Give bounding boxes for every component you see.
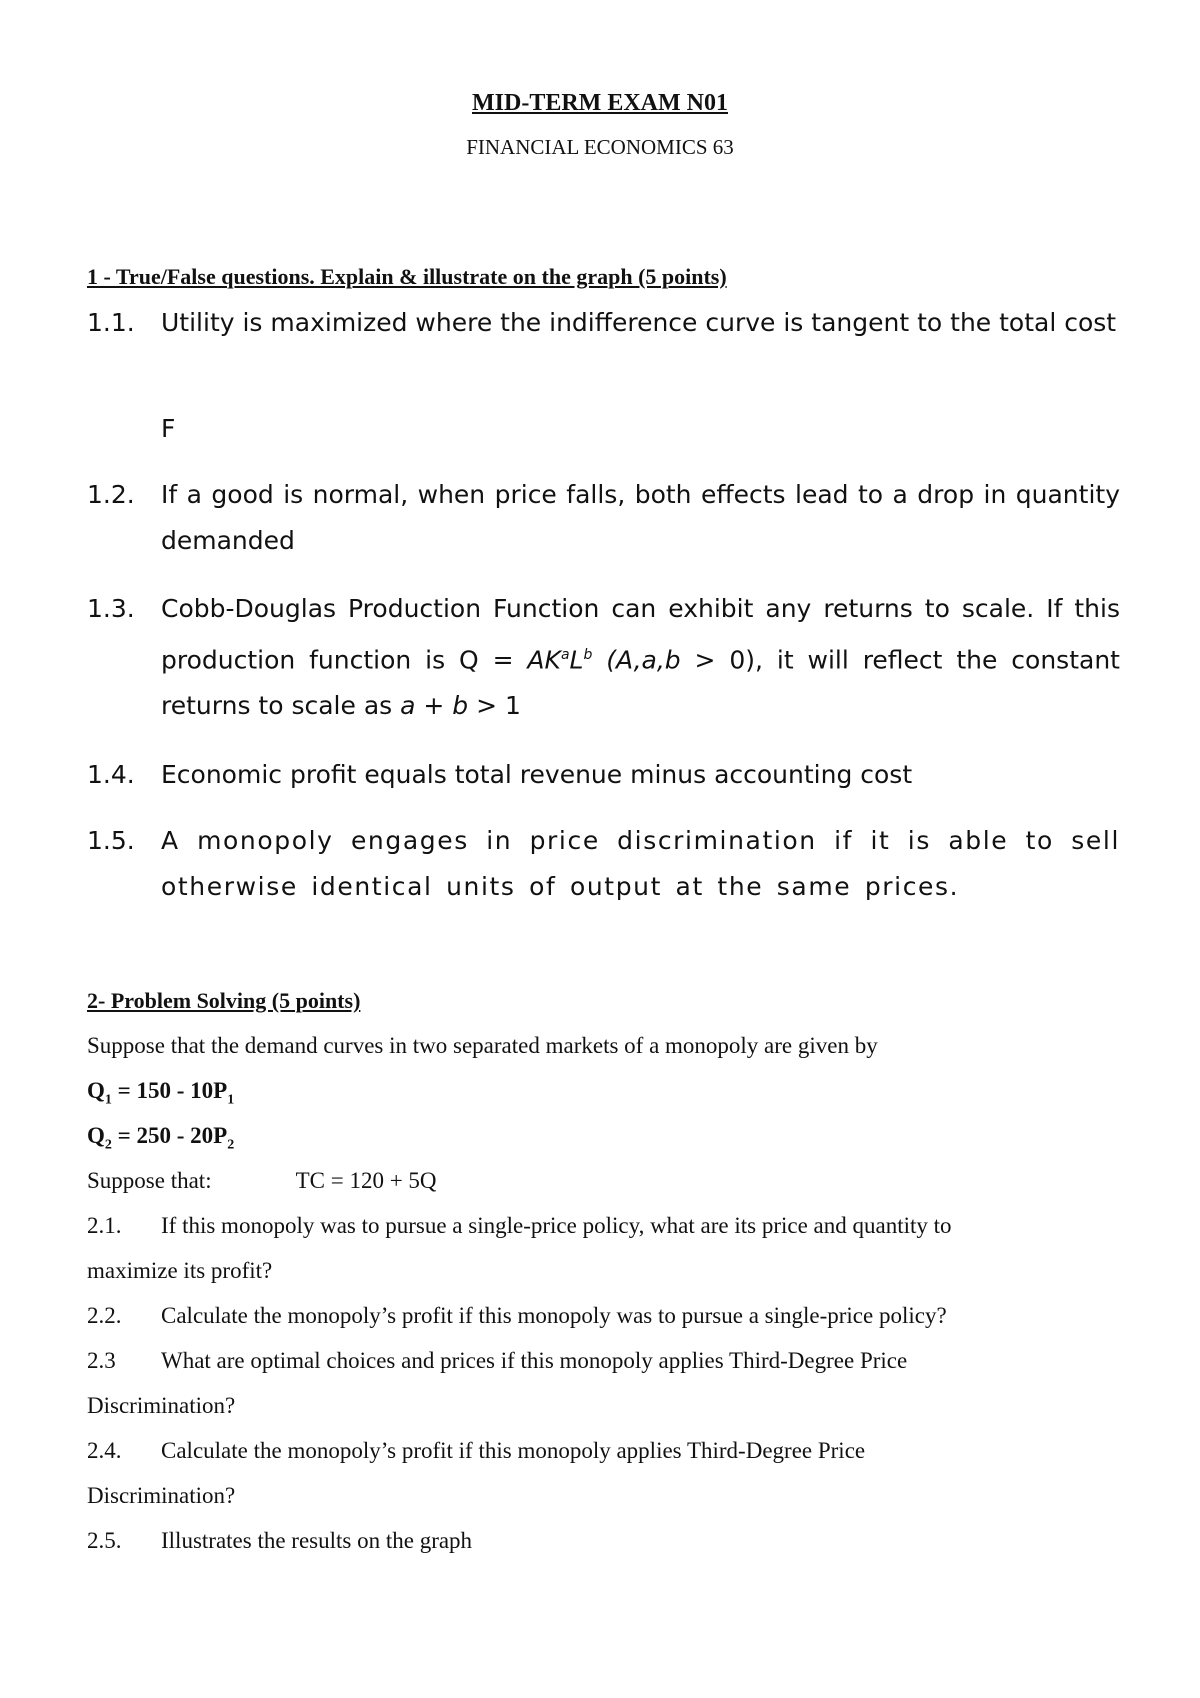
- question-2-3-continued: Discrimination?: [87, 1393, 236, 1418]
- question-2-2: [87, 1293, 1127, 1338]
- question-number: 2.4.: [87, 1438, 122, 1463]
- question-number: 1.2.: [87, 480, 135, 509]
- question-2-4-continued: Discrimination?: [87, 1483, 236, 1508]
- question-text: [161, 586, 1120, 729]
- section-2-heading: 2- Problem Solving (5 points): [87, 988, 361, 1013]
- cost-equation: TC = 120 + 5Q: [295, 1168, 437, 1193]
- cond-a: a: [400, 691, 416, 721]
- answer-1-1: F: [161, 414, 176, 443]
- question-text: Calculate the monopoly’s profit if this monopoly applies Third-Degree Price: [161, 1438, 866, 1463]
- text-params: (A,a,b: [592, 645, 681, 675]
- question-text: Calculate the monopoly’s profit if this monopoly was to pursue a single-price policy?: [161, 1303, 947, 1328]
- eq-p-sub: 2: [227, 1137, 235, 1153]
- exam-subtitle: FINANCIAL ECONOMICS 63: [466, 135, 734, 159]
- eq-rest: = 150 - 10P: [111, 1078, 228, 1103]
- formula-exp-a: a: [560, 647, 570, 663]
- question-number: 2.3: [87, 1348, 116, 1373]
- question-number: 1.1.: [87, 308, 135, 337]
- question-1-4: [87, 752, 1120, 798]
- formula-A: A: [527, 645, 545, 675]
- cost-label: Suppose that:: [87, 1168, 212, 1193]
- cost-function-line: [87, 1158, 1127, 1203]
- text-part: Cobb-Douglas Production Function can exhibit any returns to scale. If this production function is Q =: [161, 594, 1120, 675]
- eq-p-sub: 1: [227, 1092, 235, 1108]
- question-text: Economic profit equals total revenue minus accounting cost: [161, 760, 913, 789]
- question-number: 2.5.: [87, 1528, 122, 1553]
- question-number: 1.4.: [87, 760, 135, 789]
- text-part: > 0), it will reflect the constant returns to scale as: [161, 645, 1120, 721]
- question-text: What are optimal choices and prices if this monopoly applies Third-Degree Price: [161, 1348, 908, 1373]
- question-number: 2.1.: [87, 1213, 122, 1238]
- formula-K: K: [544, 645, 561, 675]
- eq-q-sub: 1: [104, 1092, 112, 1108]
- question-text: If a good is normal, when price falls, both effects lead to a drop in quantity demanded: [161, 480, 1120, 555]
- question-text: A monopoly engages in price discrimination if it is able to sell otherwise identical units of output at the same prices.: [161, 826, 1120, 901]
- exam-title: MID-TERM EXAM N01: [472, 90, 728, 116]
- question-number: 1.5.: [87, 826, 135, 855]
- question-text: Utility is maximized where the indifference curve is tangent to the total cost: [161, 308, 1117, 337]
- formula-L: L: [569, 645, 584, 675]
- question-2-1: [87, 1203, 1127, 1248]
- eq-q: Q: [87, 1078, 105, 1103]
- formula-exp-b: b: [583, 647, 593, 663]
- question-1-5: [87, 818, 1120, 910]
- cond-b: b: [452, 691, 469, 721]
- question-2-5: [87, 1518, 1127, 1563]
- eq-q: Q: [87, 1123, 105, 1148]
- question-2-1-continued: maximize its profit?: [87, 1258, 273, 1283]
- eq-rest: = 250 - 20P: [111, 1123, 228, 1148]
- cond-rest: > 1: [468, 691, 521, 721]
- question-number: 1.3.: [87, 594, 135, 623]
- question-1-1: [87, 300, 1120, 346]
- question-number: 2.2.: [87, 1303, 122, 1328]
- question-1-2: [87, 472, 1120, 564]
- question-2-4: [87, 1428, 1127, 1473]
- question-1-3: [87, 586, 1120, 729]
- question-2-3: [87, 1338, 1127, 1383]
- question-text: Illustrates the results on the graph: [161, 1528, 473, 1553]
- section-1-heading: 1 - True/False questions. Explain & illustrate on the graph (5 points): [87, 264, 727, 289]
- eq-q-sub: 2: [104, 1137, 112, 1153]
- problem-intro: Suppose that the demand curves in two separated markets of a monopoly are given by: [87, 1033, 878, 1058]
- question-text: If this monopoly was to pursue a single-price policy, what are its price and quantity to: [161, 1213, 952, 1238]
- cond-plus: +: [415, 691, 453, 721]
